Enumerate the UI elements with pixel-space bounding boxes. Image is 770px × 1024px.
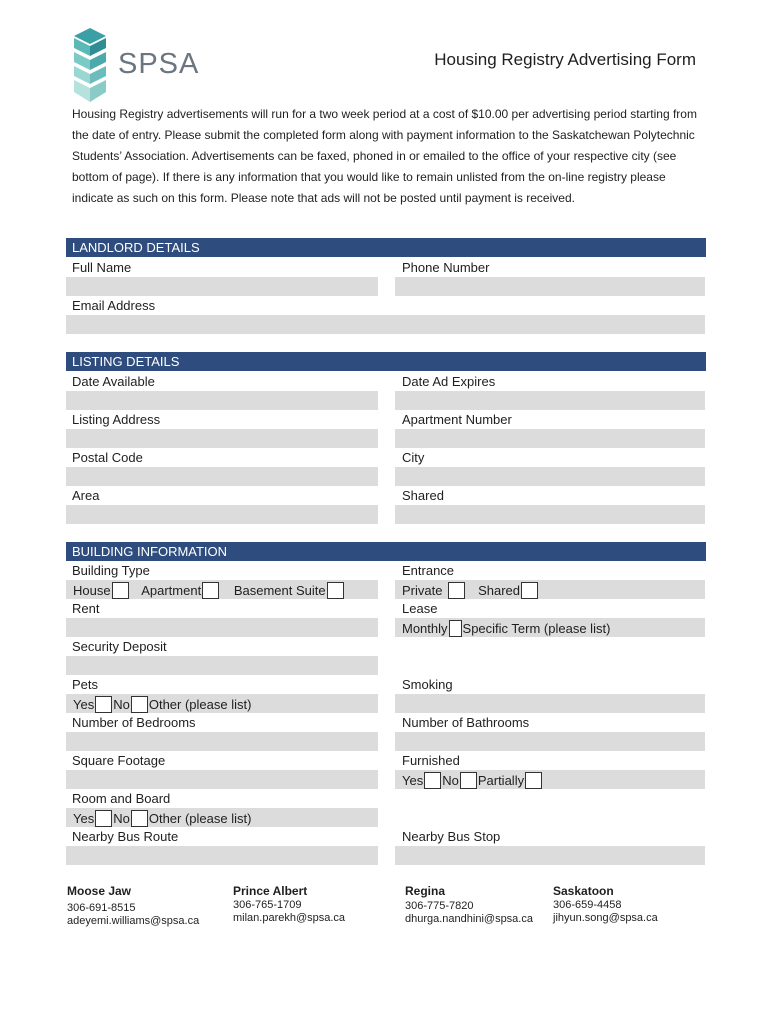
phone-field[interactable] [395,277,705,296]
private-checkbox[interactable] [448,582,465,599]
phone-label: Phone Number [402,260,490,275]
square-footage-field[interactable] [66,770,378,789]
email-label: Email Address [72,298,156,313]
date-expires-field[interactable] [395,391,705,410]
intro-paragraph: Housing Registry advertisements will run for a two week period at a cost of $10.00 per advertising period starting from the date of entry. Please submit the completed form along with payment information to the Saskatchewan Polytechnic Students’ Association. Advertisements can be faxed, phoned in or emailed to the office of your respective city (see bottom of page). If there is any information that you would like to remain unlisted from the on-line registry please indicate as such on this form. Please note that ads will not be posted until payment is received. [72,107,697,205]
monthly-option-label: Monthly [402,621,448,637]
shared-label: Shared [402,488,444,503]
contact-email[interactable]: adeyemi.williams@spsa.ca [67,915,200,927]
listing-section-header: LISTING DETAILS [66,352,706,371]
furnished-no-label: No [442,773,459,789]
contact-email[interactable]: jihyun.song@spsa.ca [553,912,658,924]
city-label: City [402,450,425,465]
room-board-yes-checkbox[interactable] [95,810,112,827]
rent-field[interactable] [66,618,378,637]
square-footage-label: Square Footage [72,753,166,768]
security-deposit-field[interactable] [66,656,378,675]
contact-regina [405,884,533,926]
lease-label: Lease [402,601,438,616]
furnished-partially-label: Partially [477,773,525,789]
contact-email[interactable]: milan.parekh@spsa.ca [233,912,346,924]
apartment-number-field[interactable] [395,429,705,448]
date-available-field[interactable] [66,391,378,410]
private-option-label: Private [402,583,443,599]
contact-email[interactable]: dhurga.nandhini@spsa.ca [405,913,533,925]
full-name-label: Full Name [72,260,132,275]
contact-city: Regina [405,884,446,898]
bathrooms-label: Number of Bathrooms [402,715,530,730]
contact-city: Prince Albert [233,884,308,898]
contact-phone: 306-659-4458 [553,899,622,911]
monthly-checkbox[interactable] [449,620,462,637]
shared-option-label: Shared [478,583,521,599]
pets-options [66,694,378,713]
pets-other-label: Other (please list) [148,697,252,713]
rent-label: Rent [72,601,100,616]
pets-label: Pets [72,677,99,692]
lease-options [395,618,705,637]
postal-code-field[interactable] [66,467,378,486]
date-expires-label: Date Ad Expires [402,374,496,389]
bus-route-label: Nearby Bus Route [72,829,179,844]
entrance-options [395,580,705,599]
contact-city: Saskatoon [553,884,614,898]
furnished-label: Furnished [402,753,460,768]
room-board-yes-label: Yes [73,811,95,827]
postal-code-label: Postal Code [72,450,143,465]
pets-yes-checkbox[interactable] [95,696,112,713]
contact-moose-jaw [67,884,199,928]
apartment-option-label: Apartment [141,583,202,599]
logo-mark [74,28,106,102]
bus-stop-label: Nearby Bus Stop [402,829,501,844]
contact-city: Moose Jaw [67,884,132,898]
house-option-label: House [73,583,111,599]
listing-address-field[interactable] [66,429,378,448]
apartment-number-label: Apartment Number [402,412,512,427]
contact-phone: 306-775-7820 [405,900,474,912]
building-type-options [66,580,378,599]
pets-yes-label: Yes [73,697,95,713]
building-type-label: Building Type [72,563,150,578]
furnished-yes-label: Yes [402,773,424,789]
furnished-no-checkbox[interactable] [460,772,477,789]
basement-option-label: Basement Suite [233,583,326,599]
pets-no-label: No [113,697,130,713]
bus-route-field[interactable] [66,846,378,865]
room-board-options [66,808,378,827]
furnished-options [395,770,705,789]
shared-field[interactable] [395,505,705,524]
entrance-label: Entrance [402,563,455,578]
furnished-partially-checkbox[interactable] [525,772,542,789]
contact-phone: 306-765-1709 [233,899,302,911]
landlord-section-header: LANDLORD DETAILS [66,238,706,257]
city-field[interactable] [395,467,705,486]
room-board-no-checkbox[interactable] [131,810,148,827]
contact-phone: 306-691-8515 [67,902,136,914]
contact-saskatoon [553,884,658,925]
brand-name: SPSA [118,48,200,80]
furnished-yes-checkbox[interactable] [424,772,441,789]
house-checkbox[interactable] [112,582,129,599]
room-board-label: Room and Board [72,791,171,806]
bus-stop-field[interactable] [395,846,705,865]
smoking-label: Smoking [402,677,453,692]
bedrooms-label: Number of Bedrooms [72,715,196,730]
page-title: Housing Registry Advertising Form [434,50,696,69]
room-board-other-label: Other (please list) [148,811,252,827]
building-section-header: BUILDING INFORMATION [66,542,706,561]
pets-no-checkbox[interactable] [131,696,148,713]
bathrooms-field[interactable] [395,732,705,751]
area-label: Area [72,488,100,503]
apartment-checkbox[interactable] [202,582,219,599]
bedrooms-field[interactable] [66,732,378,751]
listing-address-label: Listing Address [72,412,161,427]
full-name-field[interactable] [66,277,378,296]
area-field[interactable] [66,505,378,524]
basement-suite-checkbox[interactable] [327,582,344,599]
date-available-label: Date Available [72,374,155,389]
shared-entrance-checkbox[interactable] [521,582,538,599]
email-field[interactable] [66,315,705,334]
smoking-field[interactable] [395,694,705,713]
room-board-no-label: No [113,811,130,827]
security-deposit-label: Security Deposit [72,639,167,654]
contact-prince-albert [233,884,345,925]
specific-term-option-label: Specific Term (please list) [462,621,611,637]
